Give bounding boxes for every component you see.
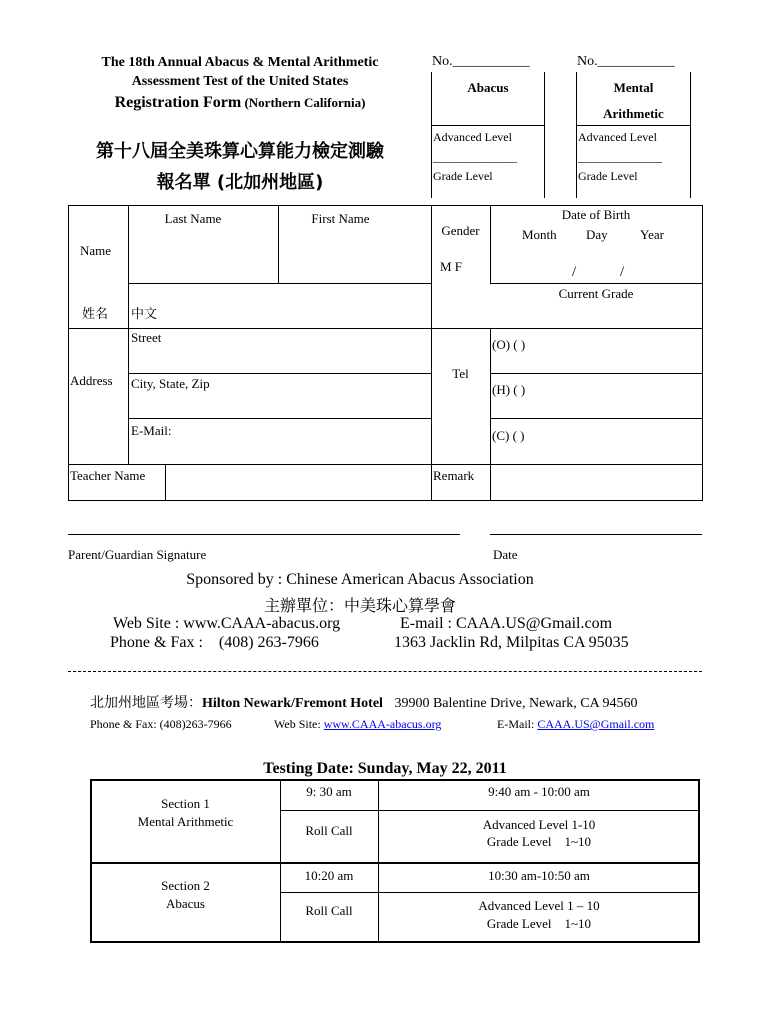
date-of-birth-label: Date of Birth xyxy=(561,207,631,222)
dob-slash-1: / xyxy=(572,264,577,280)
section1-level-1: Advanced Level 1-10 xyxy=(482,817,596,832)
tel-home-field[interactable]: (H) ( ) xyxy=(492,382,526,397)
teacher-name-label: Teacher Name xyxy=(70,468,146,483)
title-cn-line2: 報名單 (北加州地區) xyxy=(156,172,324,193)
date-of-birth-field[interactable] xyxy=(491,246,702,282)
signature-line[interactable] xyxy=(68,534,460,535)
sponsor-line-cn: 主辦單位：中美珠心算學會 xyxy=(263,596,456,615)
last-name-field[interactable] xyxy=(129,230,277,282)
venue-email-label: E-Mail: xyxy=(497,717,535,731)
sponsor-line-en: Sponsored by : Chinese American Abacus Association xyxy=(186,571,534,588)
street-label: Street xyxy=(131,330,162,345)
section1-roll-call: Roll Call xyxy=(305,823,353,838)
city-state-zip-label: City, State, Zip xyxy=(131,376,210,391)
mental-level-blank[interactable]: ______________ xyxy=(578,150,662,164)
chinese-name-label: 中文 xyxy=(131,307,158,322)
section2-time: 10:20 am xyxy=(304,868,354,883)
venue-web-link[interactable]: www.CAAA-abacus.org xyxy=(323,717,442,731)
venue-label-cn: 北加州地區考場： xyxy=(90,695,202,711)
abacus-no-field[interactable]: No.___________ xyxy=(432,54,530,69)
current-grade-field[interactable] xyxy=(491,302,702,327)
tel-office-field[interactable]: (O) ( ) xyxy=(492,337,526,352)
venue-email-link[interactable]: CAAA.US@Gmail.com xyxy=(537,717,655,731)
section2-name: Section 2 xyxy=(161,878,210,893)
dashed-separator xyxy=(68,671,702,672)
sponsor-address: 1363 Jacklin Rd, Milpitas CA 95035 xyxy=(394,634,629,651)
remark-label: Remark xyxy=(433,468,475,483)
last-name-label: Last Name xyxy=(164,211,222,226)
title-cn-line1: 第十八屆全美珠算心算能力檢定測驗 xyxy=(96,141,384,162)
year-label: Year xyxy=(640,227,664,242)
region-label: (Northern California) xyxy=(244,95,366,110)
remark-field[interactable] xyxy=(491,465,702,500)
sponsor-email: E-mail : CAAA.US@Gmail.com xyxy=(400,615,613,632)
address-label: Address xyxy=(70,373,113,388)
email-field[interactable] xyxy=(185,419,430,463)
section1-test-time: 9:40 am - 10:00 am xyxy=(488,784,590,799)
name-label: Name xyxy=(80,243,112,258)
venue-address: 39900 Balentine Drive, Newark, CA 94560 xyxy=(394,696,638,711)
mental-advanced-level-label: Advanced Level xyxy=(578,130,657,144)
teacher-name-field[interactable] xyxy=(166,465,430,500)
current-grade-label: Current Grade xyxy=(558,286,634,301)
venue-web-label: Web Site: xyxy=(274,717,321,731)
mental-box-label-1: Mental xyxy=(613,80,654,95)
mental-grade-level-label: Grade Level xyxy=(578,169,638,183)
venue-phone: Phone & Fax: (408)263-7966 xyxy=(90,717,232,731)
testing-date-title: Testing Date: Sunday, May 22, 2011 xyxy=(263,760,507,777)
parent-signature-label: Parent/Guardian Signature xyxy=(68,547,207,562)
first-name-field[interactable] xyxy=(279,230,430,282)
section2-test-time: 10:30 am-10:50 am xyxy=(488,868,590,883)
dob-slash-2: / xyxy=(620,264,625,280)
section1-level-2: Grade Level 1~10 xyxy=(486,834,592,849)
name-cn-label: 姓名 xyxy=(82,307,109,322)
chinese-name-field[interactable] xyxy=(165,290,429,326)
venue-hotel: Hilton Newark/Fremont Hotel xyxy=(202,696,383,711)
title-en-line2: Assessment Test of the United States xyxy=(131,74,349,89)
abacus-level-blank[interactable]: ______________ xyxy=(433,150,517,164)
gender-label: Gender xyxy=(441,223,480,238)
title-en-line1: The 18th Annual Abacus & Mental Arithmetic xyxy=(101,55,379,70)
city-state-zip-field[interactable] xyxy=(250,374,430,417)
venue-web xyxy=(274,717,441,732)
section1-name: Section 1 xyxy=(161,796,210,811)
date-line[interactable] xyxy=(490,534,702,535)
title-en-line3 xyxy=(60,94,420,112)
venue-email xyxy=(497,717,654,732)
section2-roll-call: Roll Call xyxy=(305,903,353,918)
section2-level-2: Grade Level 1~10 xyxy=(486,916,592,931)
sponsor-website: Web Site : www.CAAA-abacus.org xyxy=(113,615,341,632)
abacus-box-label: Abacus xyxy=(467,80,509,95)
section1-subject: Mental Arithmetic xyxy=(137,814,234,829)
venue-line xyxy=(90,692,637,712)
section2-subject: Abacus xyxy=(166,896,205,911)
tel-label: Tel xyxy=(452,366,469,381)
first-name-label: First Name xyxy=(311,211,370,226)
tel-cell-field[interactable]: (C) ( ) xyxy=(492,428,525,443)
mental-no-field[interactable]: No.___________ xyxy=(577,54,675,69)
registration-form-label: Registration Form xyxy=(114,94,242,111)
mental-box-label-2: Arithmetic xyxy=(603,106,664,121)
abacus-advanced-level-label: Advanced Level xyxy=(433,130,512,144)
sponsor-phone: Phone & Fax : (408) 263-7966 xyxy=(110,634,319,651)
section1-time: 9: 30 am xyxy=(306,784,352,799)
street-field[interactable] xyxy=(129,345,430,372)
section2-level-1: Advanced Level 1 – 10 xyxy=(478,898,600,913)
signature-date-label: Date xyxy=(493,547,518,562)
gender-options[interactable]: M F xyxy=(440,259,463,274)
month-label: Month xyxy=(522,227,557,242)
abacus-grade-level-label: Grade Level xyxy=(433,169,493,183)
day-label: Day xyxy=(586,227,608,242)
email-label: E-Mail: xyxy=(131,423,172,438)
